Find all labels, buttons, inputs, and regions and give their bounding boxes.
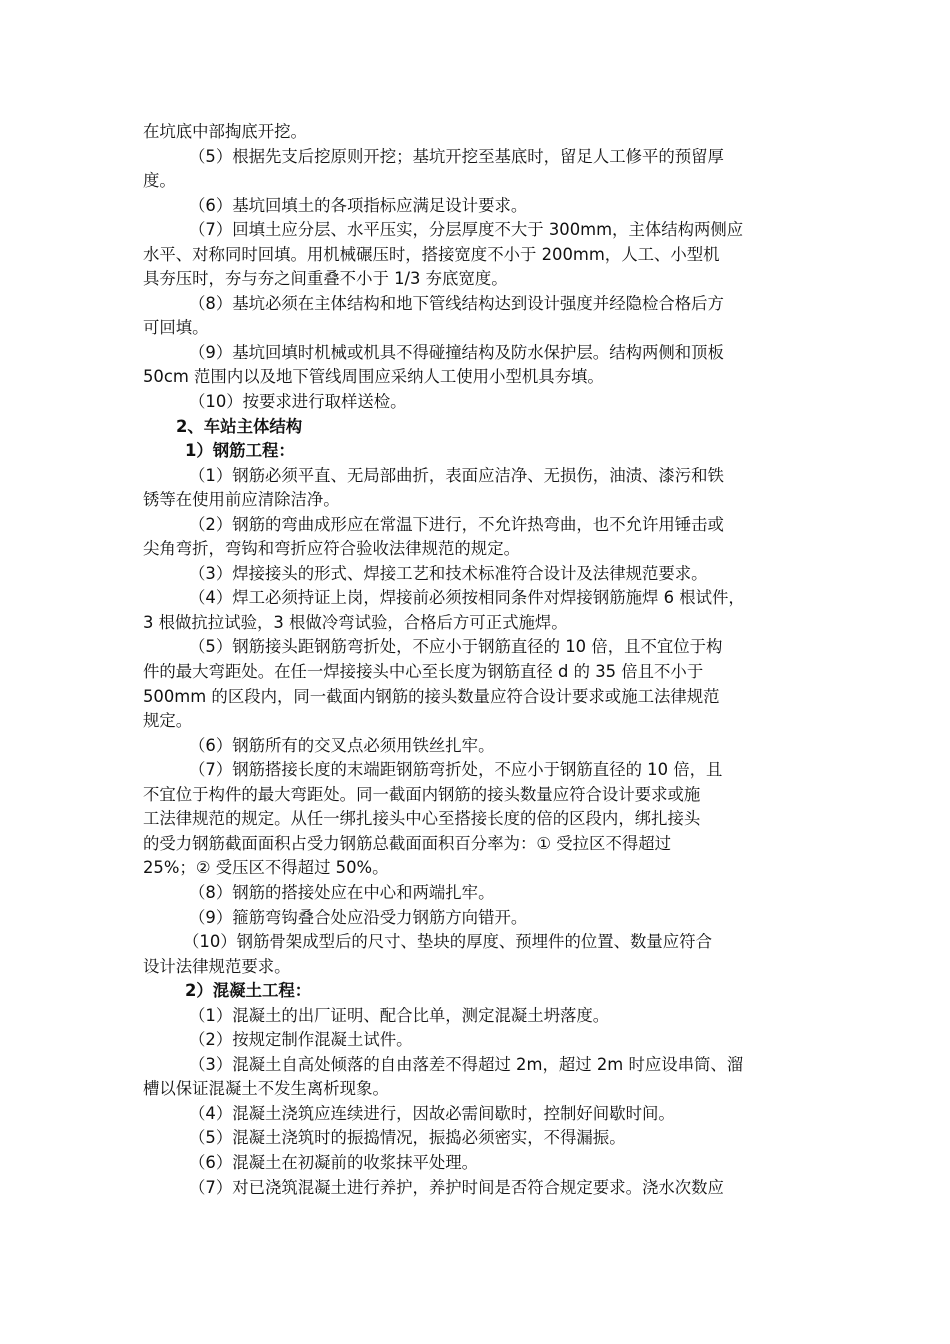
text-line: 可回填。 (143, 318, 209, 338)
text-line: 件的最大弯距处。在任一焊接接头中心至长度为钢筋直径 d 的 35 倍且不小于 (143, 662, 704, 682)
text-line: 规定。 (143, 711, 193, 731)
text-line: 水平、对称同时回填。用机械碾压时，搭接宽度不小于 200mm，人工、小型机 (143, 244, 720, 264)
text-line: 设计法律规范要求。 (143, 956, 291, 976)
list-item: （1）混凝土的出厂证明、配合比单，测定混凝土坍落度。 (189, 1005, 610, 1025)
list-item: （8）基坑必须在主体结构和地下管线结构达到设计强度并经隐检合格后方 (189, 293, 724, 313)
text-line: 500mm 的区段内，同一截面内钢筋的接头数量应符合设计要求或施工法律规范 (143, 686, 720, 706)
text-line: 3 根做抗拉试验，3 根做冷弯试验，合格后方可正式施焊。 (143, 612, 568, 632)
subsection-heading: 2）混凝土工程： (185, 981, 312, 1001)
section-heading: 2、车站主体结构 (176, 416, 303, 436)
text-line: 尖角弯折，弯钩和弯折应符合验收法律规范的规定。 (143, 539, 520, 559)
list-item: （5）钢筋接头距钢筋弯折处，不应小于钢筋直径的 10 倍，且不宜位于构 (189, 637, 723, 657)
list-item: （4）焊工必须持证上岗，焊接前必须按相同条件对焊接钢筋施焊 6 根试件， (189, 588, 745, 608)
list-item: （9）基坑回填时机械或机具不得碰撞结构及防水保护层。结构两侧和顶板 (189, 342, 724, 362)
text-line: 具夯压时，夯与夯之间重叠不小于 1/3 夯底宽度。 (143, 269, 508, 289)
list-item: （7）钢筋搭接长度的末端距钢筋弯折处，不应小于钢筋直径的 10 倍，且 (189, 760, 723, 780)
list-item: （3）混凝土自高处倾落的自由落差不得超过 2m，超过 2m 时应设串筒、溜 (189, 1054, 744, 1074)
list-item: （6）基坑回填土的各项指标应满足设计要求。 (189, 195, 528, 215)
list-item: （10）按要求进行取样送检。 (189, 392, 407, 412)
text-line: 工法律规范的规定。从任一绑扎接头中心至搭接长度的倍的区段内，绑扎接头 (143, 809, 701, 829)
text-line: 50cm 范围内以及地下管线周围应采纳人工使用小型机具夯填。 (143, 367, 604, 387)
text-line: 不宜位于构件的最大弯距处。同一截面内钢筋的接头数量应符合设计要求或施 (143, 784, 701, 804)
list-item: （2）钢筋的弯曲成形应在常温下进行，不允许热弯曲，也不允许用锤击或 (189, 514, 724, 534)
list-item: （7）对已浇筑混凝土进行养护，养护时间是否符合规定要求。浇水次数应 (189, 1177, 724, 1197)
text-line: 度。 (143, 171, 176, 191)
subsection-heading: 1）钢筋工程： (185, 441, 295, 461)
list-item: （9）箍筋弯钩叠合处应沿受力钢筋方向错开。 (189, 907, 528, 927)
list-item: （7）回填土应分层、水平压实，分层厚度不大于 300mm，主体结构两侧应 (189, 220, 744, 240)
list-item: （2）按规定制作混凝土试件。 (189, 1030, 413, 1050)
text-line: 槽以保证混凝土不发生离析现象。 (143, 1079, 389, 1099)
list-item: （10）钢筋骨架成型后的尺寸、垫块的厚度、预埋件的位置、数量应符合 (183, 932, 712, 952)
text-line: 25%；② 受压区不得超过 50%。 (143, 858, 389, 878)
list-item: （5）混凝土浇筑时的振捣情况，振捣必须密实，不得漏振。 (189, 1128, 626, 1148)
list-item: （6）钢筋所有的交叉点必须用铁丝扎牢。 (189, 735, 495, 755)
list-item: （8）钢筋的搭接处应在中心和两端扎牢。 (189, 882, 495, 902)
list-item: （4）混凝土浇筑应连续进行，因故必需间歇时，控制好间歇时间。 (189, 1103, 675, 1123)
list-item: （3）焊接接头的形式、焊接工艺和技术标准符合设计及法律规范要求。 (189, 563, 708, 583)
text-line: 锈等在使用前应清除洁净。 (143, 490, 340, 510)
list-item: （5）根据先支后挖原则开挖；基坑开挖至基底时，留足人工修平的预留厚 (189, 146, 724, 166)
list-item: （1）钢筋必须平直、无局部曲折，表面应洁净、无损伤，油渍、漆污和铁 (189, 465, 724, 485)
list-item: （6）混凝土在初凝前的收浆抹平处理。 (189, 1152, 479, 1172)
text-line: 在坑底中部掏底开挖。 (143, 122, 307, 141)
text-line: 的受力钢筋截面面积占受力钢筋总截面面积百分率为：① 受拉区不得超过 (143, 833, 672, 853)
document-body (143, 120, 808, 1200)
